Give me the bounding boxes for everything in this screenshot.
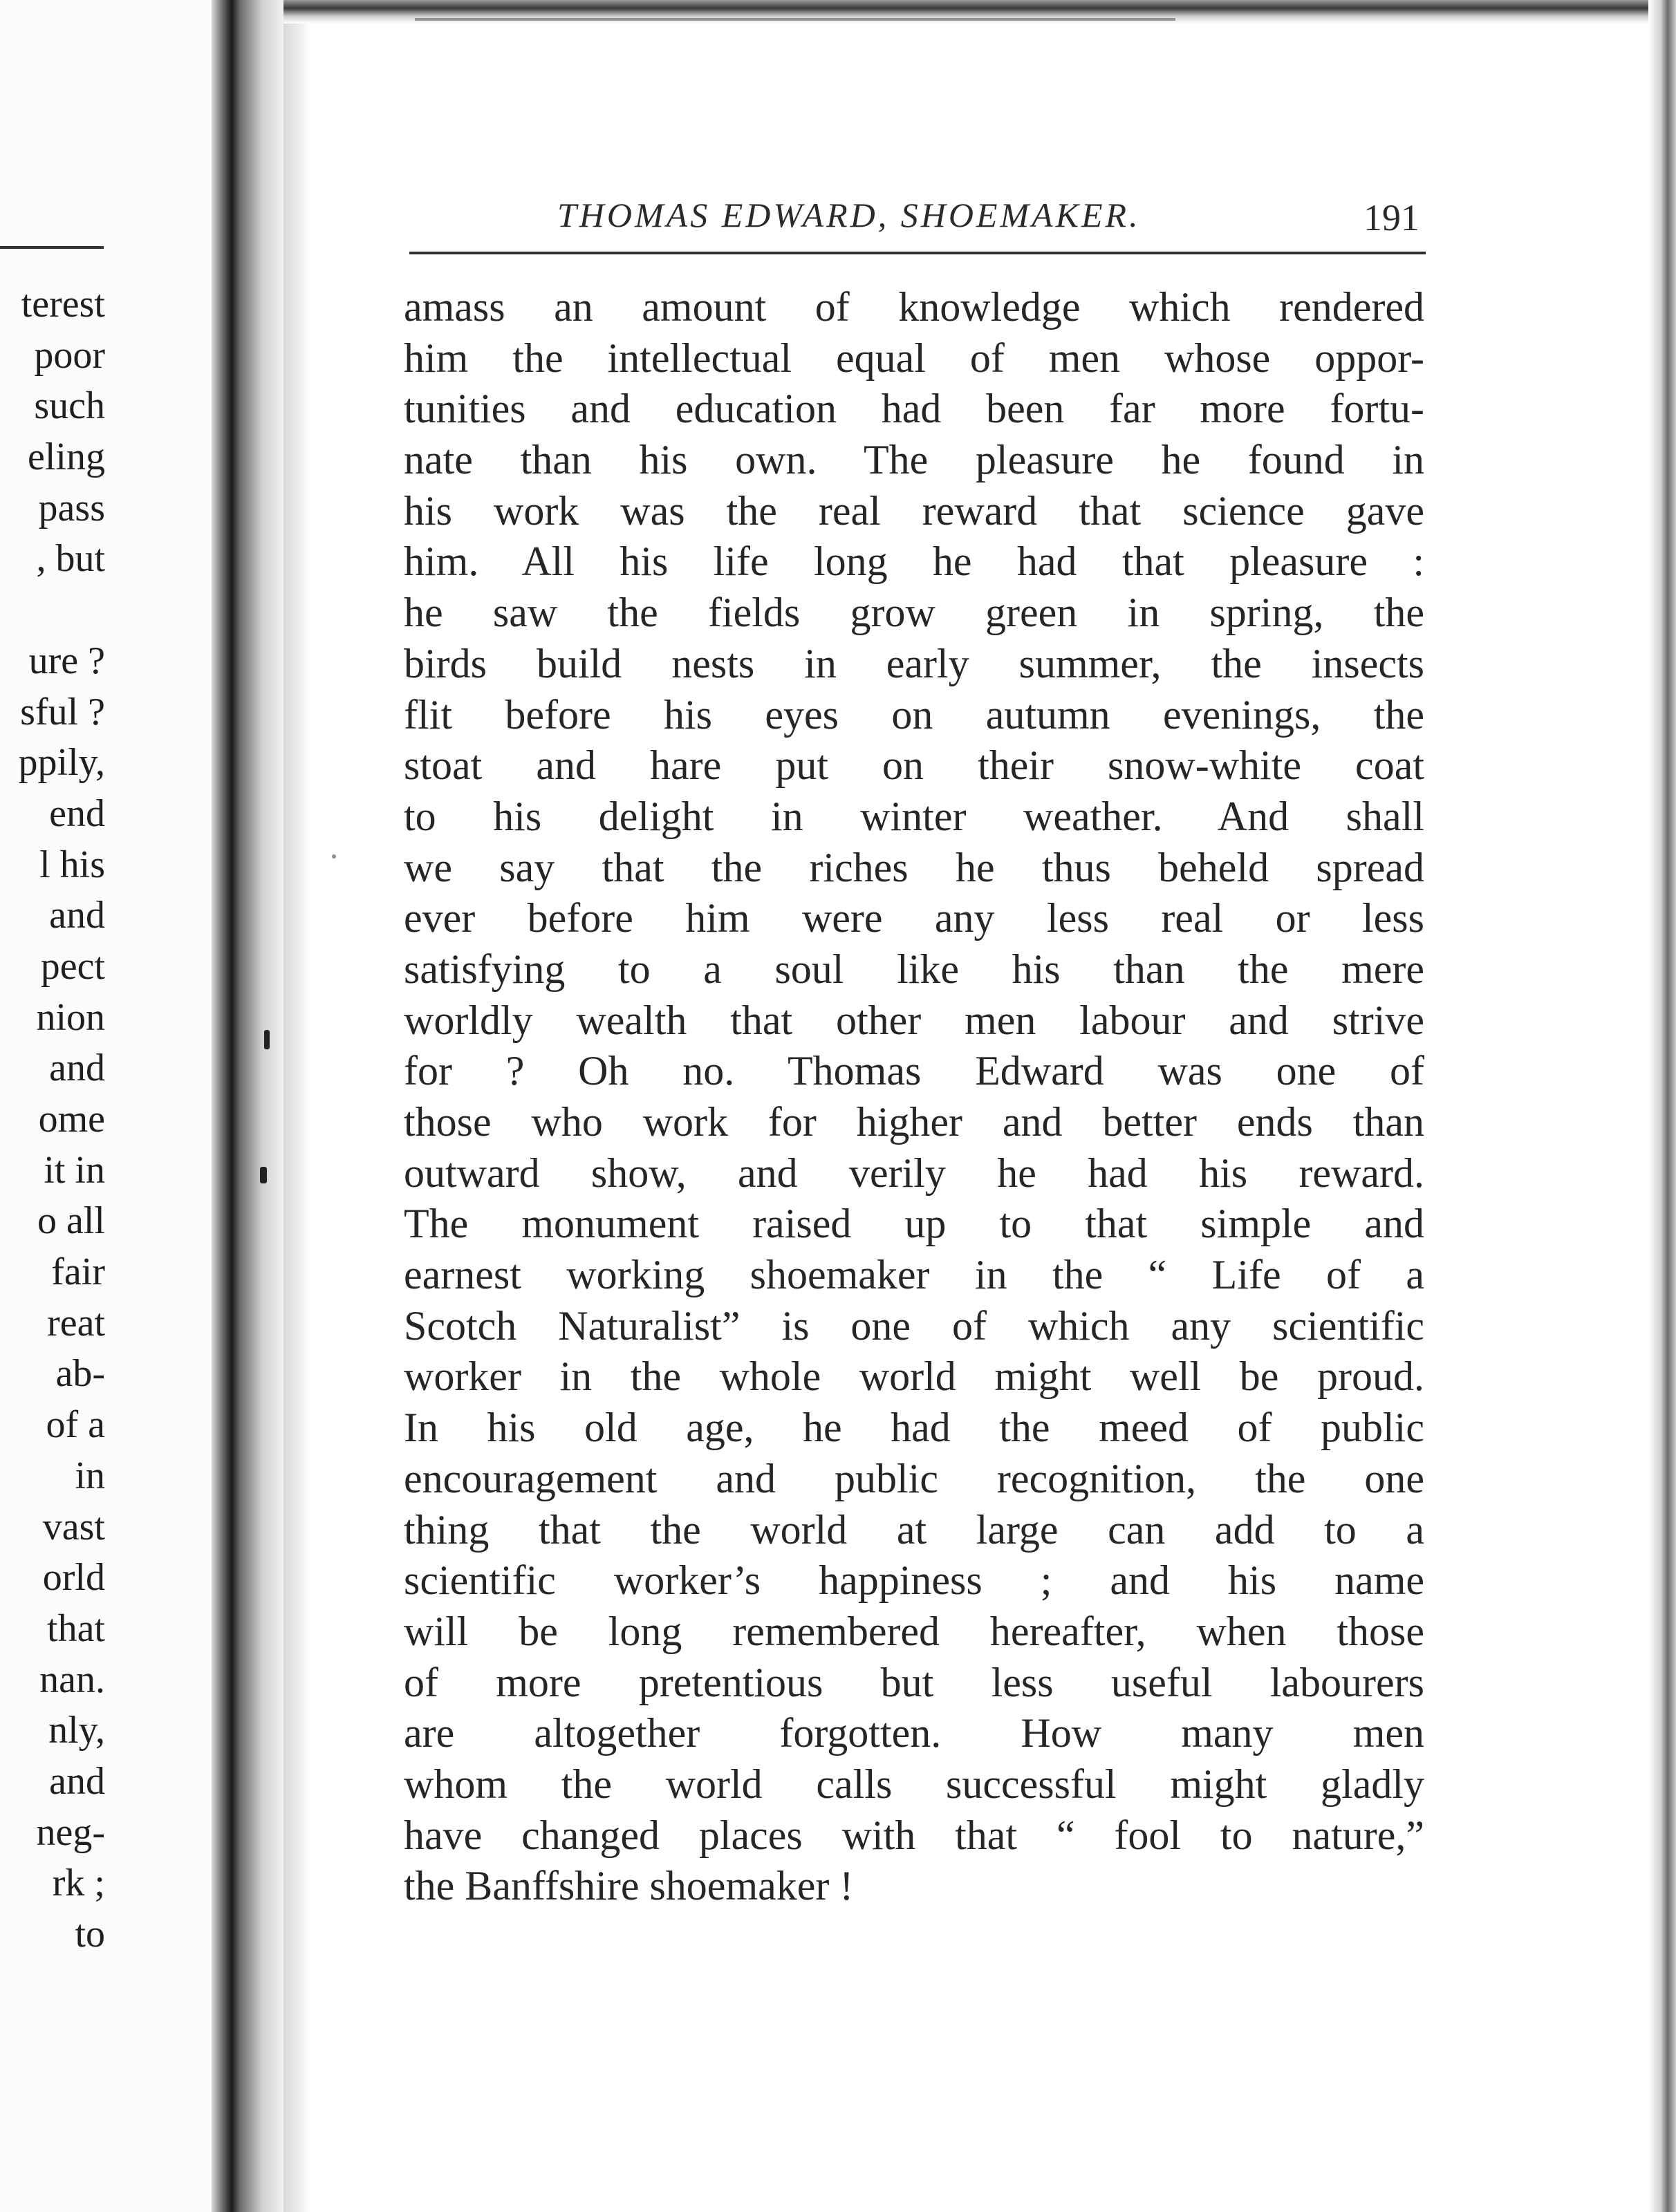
text-line: of more pretentious but less useful labourers (404, 1659, 1424, 1705)
facing-page-line: nly, (48, 1709, 105, 1752)
text-line: to his delight in winter weather. And shall (404, 793, 1424, 839)
facing-page-line: sful ? (20, 690, 105, 733)
ink-speck (332, 854, 336, 859)
text-line: The monument raised up to that simple and (404, 1201, 1424, 1247)
facing-page-line: end (49, 791, 105, 835)
text-line: birds build nests in early summer, the insects (404, 640, 1424, 686)
text-line: In his old age, he had the meed of public (404, 1405, 1424, 1451)
text-line: scientific worker’s happiness ; and his name (404, 1557, 1424, 1604)
text-line: he saw the fields grow green in spring, the (404, 590, 1424, 636)
facing-page-line: and (49, 894, 105, 937)
text-line: encouragement and public recognition, the one (404, 1455, 1424, 1501)
text-line: thing that the world at large can add to a (404, 1506, 1424, 1553)
facing-page-line: pect (40, 944, 105, 988)
text-line: earnest working shoemaker in the “ Life of a (404, 1252, 1424, 1298)
facing-page-line: fair (51, 1250, 105, 1294)
text-line: satisfying to a soul like his than the mere (404, 946, 1424, 992)
text-line: stoat and hare put on their snow-white coat (404, 742, 1424, 789)
text-line: amass an amount of knowledge which rendered (404, 284, 1424, 330)
facing-page-text (19, 279, 105, 1960)
text-line: his work was the real reward that science gave (404, 487, 1424, 534)
facing-page-line: nan. (39, 1658, 105, 1701)
facing-page-line: that (47, 1606, 105, 1650)
text-line: him. All his life long he had that pleasure : (404, 538, 1424, 585)
text-line: tunities and education had been far more fortu- (404, 386, 1424, 432)
facing-page-line: eling (28, 435, 105, 479)
text-line: the Banffshire shoemaker ! (404, 1863, 854, 1909)
body-text (404, 282, 1424, 1912)
facing-page-line: to (75, 1913, 105, 1956)
page-top-edge-line (415, 18, 1175, 21)
facing-page-line: rk ; (52, 1862, 105, 1905)
text-line: worker in the whole world might well be proud. (404, 1353, 1424, 1400)
facing-page-line: l his (39, 843, 105, 886)
text-line: him the intellectual equal of men whose oppor- (404, 335, 1424, 381)
facing-page-line: reat (47, 1301, 105, 1344)
text-line: flit before his eyes on autumn evenings, the (404, 691, 1424, 738)
facing-page-line: and (49, 1047, 105, 1090)
text-line: will be long remembered hereafter, when those (404, 1608, 1424, 1654)
page-right-edge (1648, 0, 1676, 2212)
text-line: outward show, and verily he had his reward. (404, 1150, 1424, 1196)
text-line: are altogether forgotten. How many men (404, 1710, 1424, 1756)
book-gutter (212, 0, 283, 2212)
facing-page-line: it in (44, 1148, 105, 1192)
facing-page-line: neg- (36, 1810, 105, 1854)
facing-page-line: of a (46, 1403, 105, 1447)
facing-page-line: , but (36, 537, 105, 581)
facing-page-line: vast (42, 1505, 105, 1548)
facing-page-line: o all (37, 1199, 105, 1243)
facing-page-line: ab- (55, 1352, 105, 1396)
facing-page-line: in (75, 1454, 105, 1497)
facing-page-rule (0, 246, 104, 249)
facing-page-line: ppily, (18, 741, 105, 785)
facing-page-line: such (34, 384, 105, 428)
text-line: for ? Oh no. Thomas Edward was one of (404, 1048, 1424, 1094)
ink-speck (264, 1030, 270, 1049)
running-header: THOMAS EDWARD, SHOEMAKER. (557, 196, 1141, 234)
facing-page-line: pass (38, 486, 105, 529)
facing-page-line: ure ? (28, 639, 105, 682)
facing-page-line: poor (34, 333, 105, 377)
ink-speck (260, 1167, 267, 1183)
text-line: ever before him were any less real or less (404, 895, 1424, 941)
text-line: have changed places with that “ fool to nature,” (404, 1812, 1424, 1858)
facing-page-line: nion (36, 995, 105, 1039)
text-line: nate than his own. The pleasure he found in (404, 437, 1424, 483)
facing-page-line (19, 585, 105, 636)
text-line: those who work for higher and better ends than (404, 1099, 1424, 1145)
facing-page (0, 0, 228, 2212)
facing-page-line: orld (42, 1556, 105, 1600)
header-rule (409, 252, 1426, 254)
facing-page-line: terest (21, 283, 105, 326)
page-number: 191 (1363, 197, 1419, 238)
facing-page-line: and (49, 1759, 105, 1803)
facing-page-line: ome (38, 1098, 105, 1141)
text-line: we say that the riches he thus beheld spread (404, 844, 1424, 890)
text-line: worldly wealth that other men labour and strive (404, 997, 1424, 1043)
text-line: Scotch Naturalist” is one of which any scientific (404, 1302, 1424, 1349)
gutter-shadow (283, 0, 311, 2212)
text-line: whom the world calls successful might gladly (404, 1761, 1424, 1807)
